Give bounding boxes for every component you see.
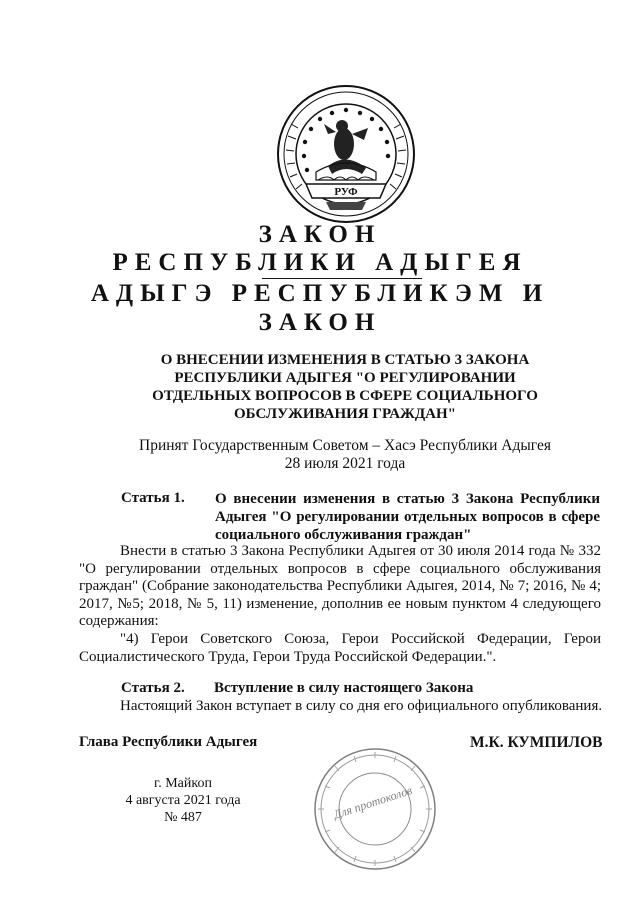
- article-1-text: Внести в статью 3 Закона Республики Адыгея от 30 июля 2014 года № 332 "О регулировании отдельных вопросов в сфере социального обслуживания граждан" (Собрание законодательства Республики Адыгея, 2014, № 7; 2016, № 4; 2017, №5; 2018, № 5, 11) изменение, дополнив ее новым пунктом 4 следующего содержания:: [79, 543, 601, 629]
- subject-line: ОТДЕЛЬНЫХ ВОПРОСОВ В СФЕРЕ СОЦИАЛЬНОГО: [152, 388, 538, 404]
- law-number: № 487: [164, 810, 202, 825]
- law-subject-heading: [130, 351, 560, 423]
- adoption-date: 28 июля 2021 года: [284, 455, 406, 472]
- subject-line: О ВНЕСЕНИИ ИЗМЕНЕНИЯ В СТАТЬЮ 3 ЗАКОНА: [160, 352, 530, 368]
- article-1-title: О внесении изменения в статью 3 Закона Республики Адыгея "О регулировании отдельных вопросов в сфере социального обслуживания граждан": [215, 491, 600, 543]
- adoption-notice: [130, 437, 560, 473]
- signatory-name: М.К. КУМПИЛОВ: [470, 734, 603, 751]
- article-2-title: Вступление в силу настоящего Закона: [214, 680, 474, 696]
- article-1-label: Статья 1.: [121, 490, 185, 506]
- emblem-ribbon-text: РУФ: [334, 186, 358, 198]
- title-divider: [262, 278, 422, 279]
- article-2-text: Настоящий Закон вступает в силу со дня его официального опубликования.: [120, 698, 603, 714]
- republic-adygea-emblem-icon: [276, 84, 416, 224]
- subject-line: ОБСЛУЖИВАНИЯ ГРАЖДАН": [233, 406, 457, 422]
- stamp-inner-text: Для протоколов: [331, 783, 414, 822]
- adoption-line: Принят Государственным Советом – Хасэ Республики Адыгея: [139, 437, 551, 454]
- signatory-position: Глава Республики Адыгея: [79, 734, 258, 750]
- title-law: ЗАКОН: [258, 221, 382, 248]
- signing-date: 4 августа 2021 года: [125, 793, 241, 808]
- article-2-label: Статья 2.: [121, 680, 185, 696]
- title-republic: РЕСПУБЛИКИ АДЫГЕЯ: [112, 249, 528, 276]
- article-1-quote: "4) Герои Советского Союза, Герои Российской Федерации, Герои Социалистического Труда, Герои Труда Российской Федерации.".: [79, 631, 601, 665]
- subject-line: РЕСПУБЛИКИ АДЫГЕЯ "О РЕГУЛИРОВАНИИ: [174, 370, 516, 386]
- official-seal-stamp-icon: [312, 746, 438, 872]
- place-city: г. Майкоп: [154, 776, 212, 791]
- title-adyghe-republic: АДЫГЭ РЕСПУБЛИКЭМ И: [90, 280, 550, 307]
- title-adyghe-law: ЗАКОН: [258, 309, 382, 336]
